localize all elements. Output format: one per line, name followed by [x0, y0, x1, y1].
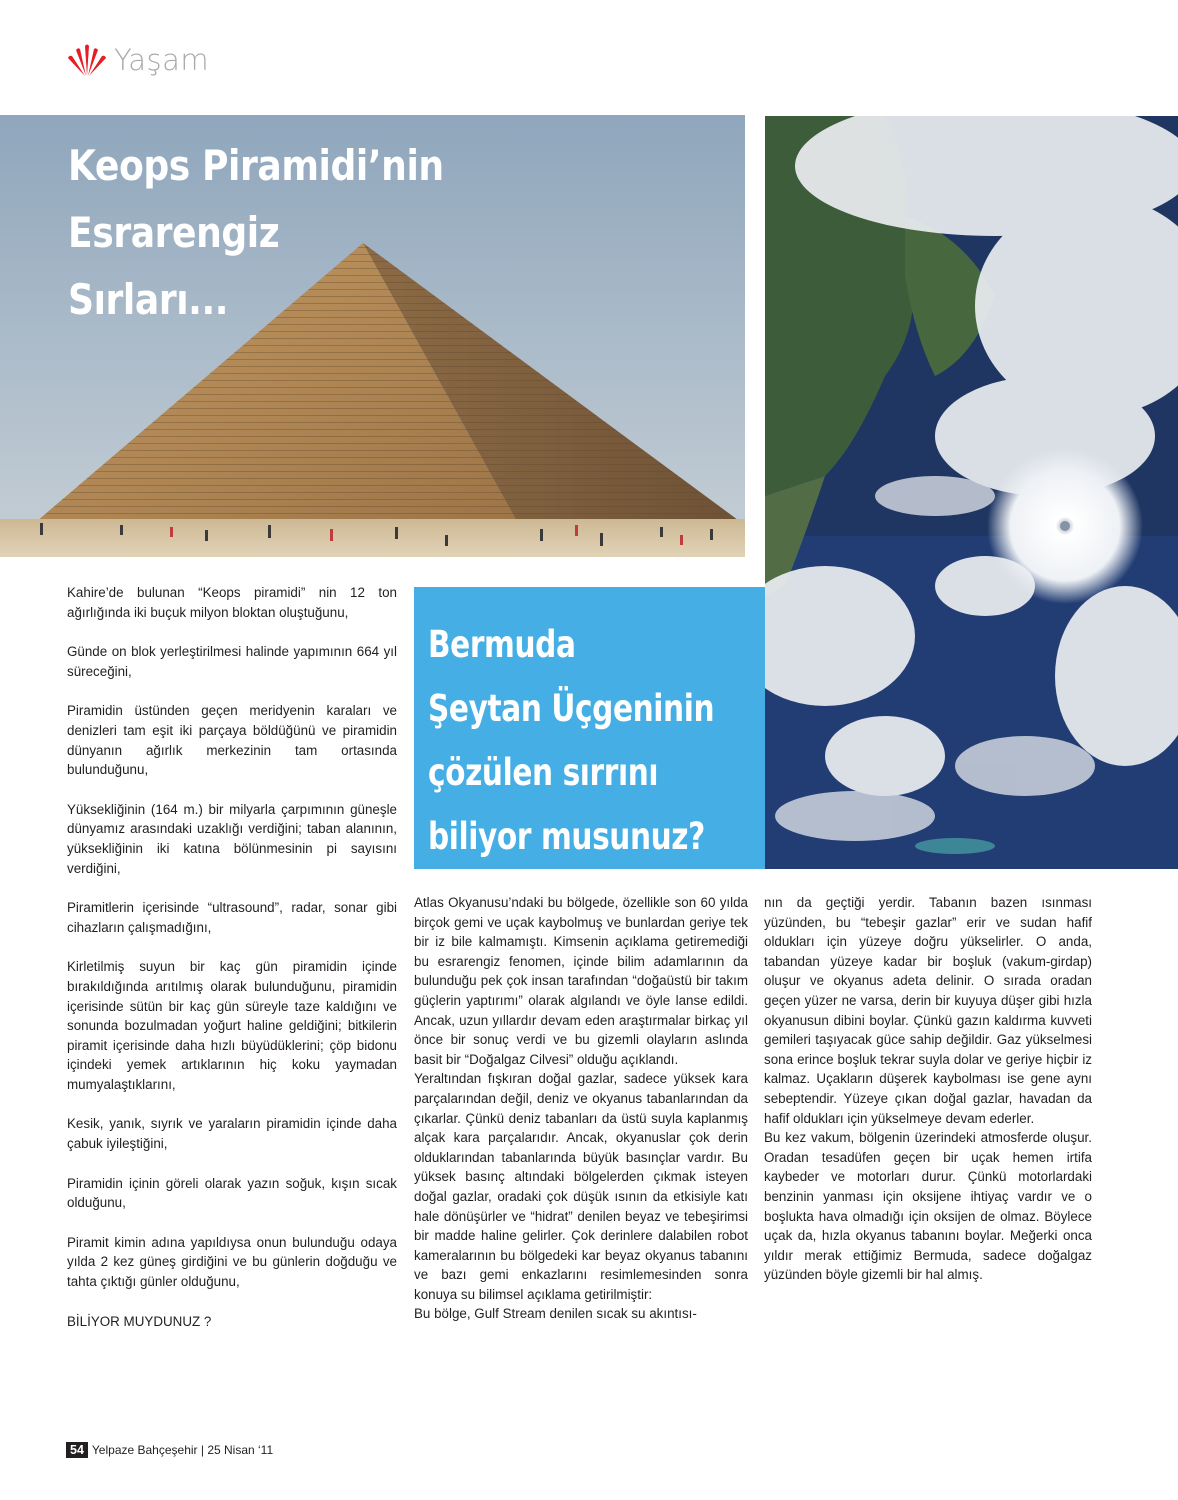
article1-paragraph: Piramidin içinin göreli olarak yazın soğuk, kışın sıcak olduğunu, [67, 1175, 397, 1211]
article2-title-line: biliyor musunuz? [428, 815, 705, 858]
article2-paragraph: Atlas Okyanusu’ndaki bu bölgede, özellikle son 60 yılda birçok gemi ve uçak kaybolmuş ve bunlardan geriye tek bir iz bile kalmamıştı. Kimsenin açıklama getiremediği bu esrarengiz fenomen, içinde bilim adamlarının da bulunduğu pek çok insan tarafından “doğaüstü bir takım güçlerin yaptırımı” olarak algılandı ve öyle lanse edildi. Ancak, uzun yıllardır devam eden araştırmalar birkaç yıl önce bir sonuç verdi ve bu gizemli olayların aslında basit bir “Doğalgaz Cilvesi” olduğu açıklandı. [414, 895, 748, 1067]
footer-text: Yelpaze Bahçeşehir | 25 Nisan ‘11 [91, 1442, 274, 1457]
article1-paragraph: Kesik, yanık, sıyrık ve yaraların piramidin içinde daha çabuk iyileştiğini, [67, 1116, 397, 1152]
article2-paragraph: Yeraltından fışkıran doğal gazlar, sadece yüksek kara parçalarından değil, deniz ve okyanus tabanlarından da çıkarlar. Çünkü deniz tabanları da üstü suyla kaplanmış alçak kara parçalarıdır. Ancak, okyanuslar çok derin olduklarından tabanlarında büyük basınçlar vardır. Bu yüksek basınç altındaki bölgelerden çıkmak isteyen doğal gazlar, oradaki çok düşük ısının da etkisiyle katı hale dönüşürler ve “hidrat” denilen beyaz ve tebeşirimsi bir madde haline gelirler. Çok derinlere dalabilen robot kameralarının bu bölgedeki kar beyaz okyanus tabanını ve bazı gemi enkazlarını resimlemesinden sonra konuya su bilimsel açıklama getirilmiştir: [414, 1071, 748, 1302]
article1-paragraph: Piramit kimin adına yapıldıysa onun bulunduğu odaya yılda 2 kez güneş girdiğini ve bu günlerin doğduğu ve tahta çıktığı günler olduğunu, [67, 1234, 397, 1290]
fan-logo-icon [66, 42, 108, 78]
article2-title-line: Şeytan Üçgeninin [428, 687, 715, 730]
article2-paragraph: Bu bölge, Gulf Stream denilen sıcak su akıntısı- [414, 1306, 697, 1322]
satellite-photo [765, 116, 1178, 869]
page-number: 54 [66, 1442, 88, 1458]
section-header [66, 40, 209, 80]
article1-title [68, 132, 444, 333]
page-footer [66, 1440, 273, 1459]
article1-paragraph: Yüksekliğinin (164 m.) bir milyarla çarpımının güneşle dünyamız arasındaki uzaklığı verdiğini; taban alanının, yüksekliğinin iki katına bölünmesinin pi sayısını verdiğini, [67, 801, 397, 876]
article2-title-line: çözülen sırrını [428, 751, 659, 794]
article2-title-line: Bermuda [428, 623, 576, 666]
article2-paragraph: Bu kez vakum, bölgenin üzerindeki atmosferde oluşur. Oradan tesadüfen geçen bir uçak hemen irtifa kaybeder ve motorları durur. Çünkü motorlardaki benzinin yanması için oksijene ihtiyaç vardır ve o boşlukta hava olmadığı için oksijen de olmaz. Böylece uçak da, hızla okyanus tabanını boylar. Meğerki onca yıldır merak ettiğimiz Bermuda, sadece doğalgaz yüzünden böyle gizemli bir hal almış. [764, 1130, 1092, 1283]
article2-body-middle [414, 893, 748, 1324]
article1-paragraph: Günde on blok yerleştirilmesi halinde yapımının 664 yıl süreceğini, [67, 644, 397, 679]
article1-title-line: Esrarengiz [68, 208, 280, 257]
article1-paragraph: Kirletilmiş suyun bir kaç gün piramidin içinde bırakıldığında arıtılmış olarak bulunduğunu, piramidin içerisinde sütün bir kaç gün süreyle taze kaldığını ve sonunda bozulmadan yoğurt haline geldiğini; bitkilerin piramit içerisinde daha hızlı büyüdüklerini; çöp bidonu içindeki yemek artıklarının hiç koku yaymadan mumyalaştıklarını, [67, 959, 397, 1092]
article1-body [67, 583, 397, 1351]
article2-title [428, 613, 714, 869]
article1-title-line: Sırları... [68, 275, 229, 324]
article1-paragraph: Piramidin üstünden geçen meridyenin karaları ve denizleri tam eşit iki parçaya böldüğünü ve piramidin dünyanın ağırlık merkezinin tam ortasında bulunduğunu, [67, 703, 397, 778]
article1-title-line: Keops Piramidi’nin [68, 141, 444, 190]
article1-paragraph: Piramitlerin içerisinde “ultrasound”, radar, sonar gibi cihazların çalışmadığını, [67, 900, 397, 935]
article2-body-right [764, 893, 1092, 1285]
article1-paragraph: BİLİYOR MUYDUNUZ ? [67, 1313, 212, 1329]
section-title: Yaşam [114, 43, 210, 77]
article2-paragraph: nın da geçtiği yerdir. Tabanın bazen ısınması yüzünden, bu “tebeşir gazlar” erir ve sudan hafif oldukları için yüzeye doğru yükselirler. O anda, tabandan yüzeye kadar bir boşluk (vakum-girdap) oluşur ve okyanus adeta delinir. O sırada oradan geçen yüzer ne varsa, derin bir kuyuya düşer gibi hızla okyanusun dibini boylar. Çünkü gazın kaldırma kuvveti gemileri taşıyacak güce sahip değildir. Gaz yükselmesi sona erince boşluk tekrar suyla dolar ve geriye hiçbir iz kalmaz. Uçakların düşerek kaybolması ise gene aynı sebeptendir. Yüzeye çıkan doğal gazlar, havadan da hafif oldukları için yükselmeye devam ederler. [764, 895, 1092, 1126]
article1-paragraph: Kahire’de bulunan “Keops piramidi” nin 12 ton ağırlığında iki buçuk milyon bloktan oluştuğunu, [67, 585, 397, 620]
